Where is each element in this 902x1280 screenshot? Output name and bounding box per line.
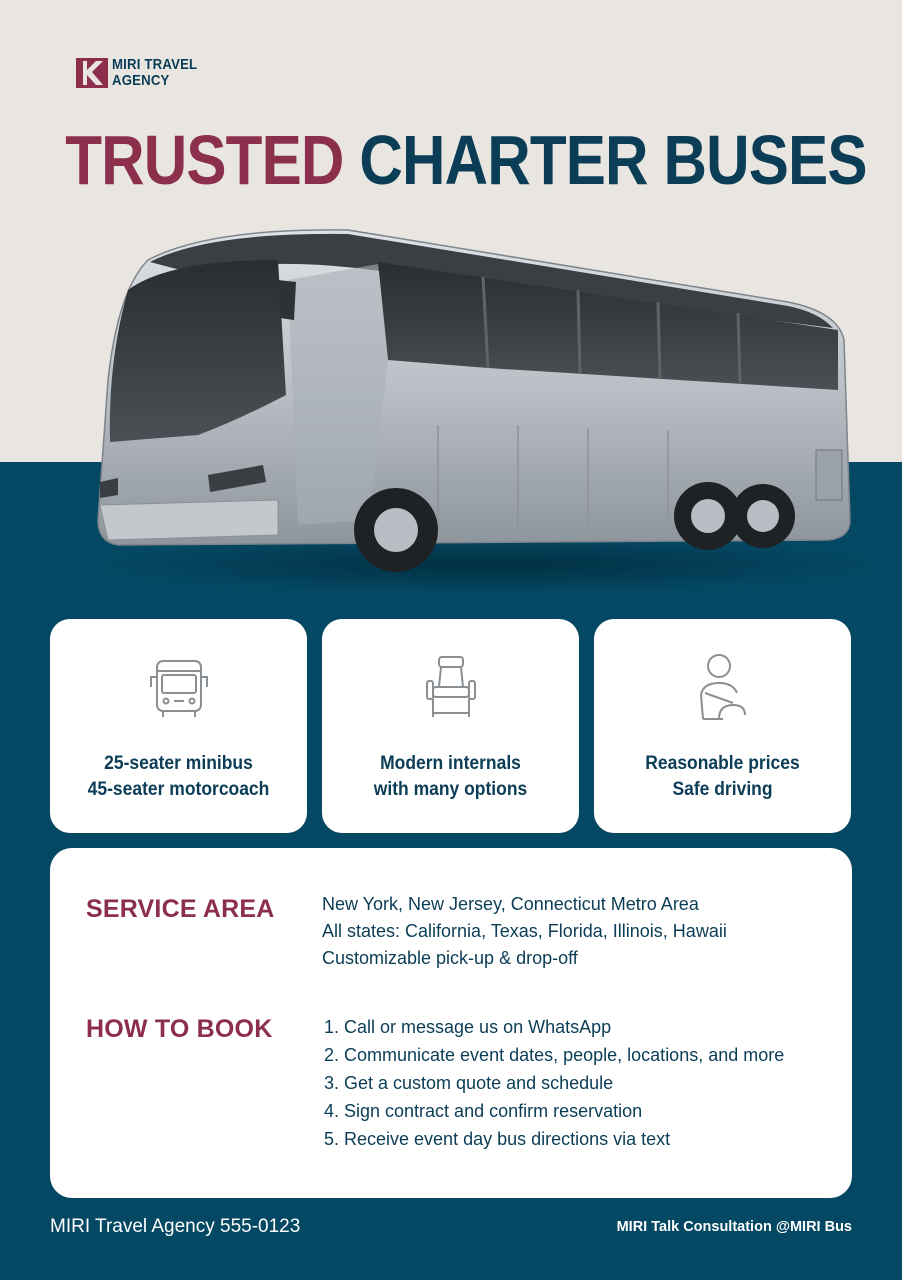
headline-trusted: TRUSTED: [65, 121, 344, 199]
service-area-line: Customizable pick-up & drop-off: [322, 948, 578, 968]
booking-step: 1. Call or message us on WhatsApp: [344, 1013, 784, 1041]
service-area-line: All states: California, Texas, Florida, Illinois, Hawaii: [322, 921, 727, 941]
booking-step: 4. Sign contract and confirm reservation: [344, 1097, 784, 1125]
driver-seatbelt-icon: [683, 653, 763, 723]
booking-step: 5. Receive event day bus directions via text: [344, 1125, 784, 1153]
feature-card-internals: [322, 619, 579, 833]
brand-name: [112, 57, 197, 89]
how-to-book-title: HOW TO BOOK: [86, 1015, 273, 1043]
agency-logo-icon: [76, 58, 108, 88]
brand-line-2: AGENCY: [112, 72, 170, 89]
feature-card-capacity: [50, 619, 307, 833]
feature-text-line-1: 25-seater minibus: [104, 753, 253, 774]
how-to-book-steps: [322, 1013, 784, 1153]
feature-text-line-2: with many options: [373, 779, 528, 800]
feature-text-line-2: Safe driving: [672, 779, 773, 800]
headline: [0, 120, 902, 200]
brand-line-1: MIRI TRAVEL: [112, 56, 198, 73]
feature-text-line-1: Reasonable prices: [645, 753, 800, 774]
footer-social: MIRI Talk Consultation @MIRI Bus: [616, 1219, 852, 1235]
booking-step: 2. Communicate event dates, people, locations, and more: [344, 1041, 784, 1069]
service-area-line: New York, New Jersey, Connecticut Metro Area: [322, 894, 699, 914]
feature-text-line-2: 45-seater motorcoach: [87, 779, 270, 800]
motorcoach-bus-photo: [88, 220, 868, 600]
feature-card-prices: [594, 619, 851, 833]
brand-logo: [76, 57, 209, 89]
booking-step: 3. Get a custom quote and schedule: [344, 1069, 784, 1097]
footer-contact: MIRI Travel Agency 555-0123: [50, 1216, 301, 1237]
bus-front-icon: [139, 653, 219, 723]
feature-text-line-1: Modern internals: [380, 753, 521, 774]
service-area-title: SERVICE AREA: [86, 895, 275, 923]
info-panel: [50, 848, 852, 1198]
bus-seat-icon: [411, 653, 491, 723]
service-area-list: [322, 891, 727, 972]
headline-charter-buses: CHARTER BUSES: [359, 121, 867, 199]
